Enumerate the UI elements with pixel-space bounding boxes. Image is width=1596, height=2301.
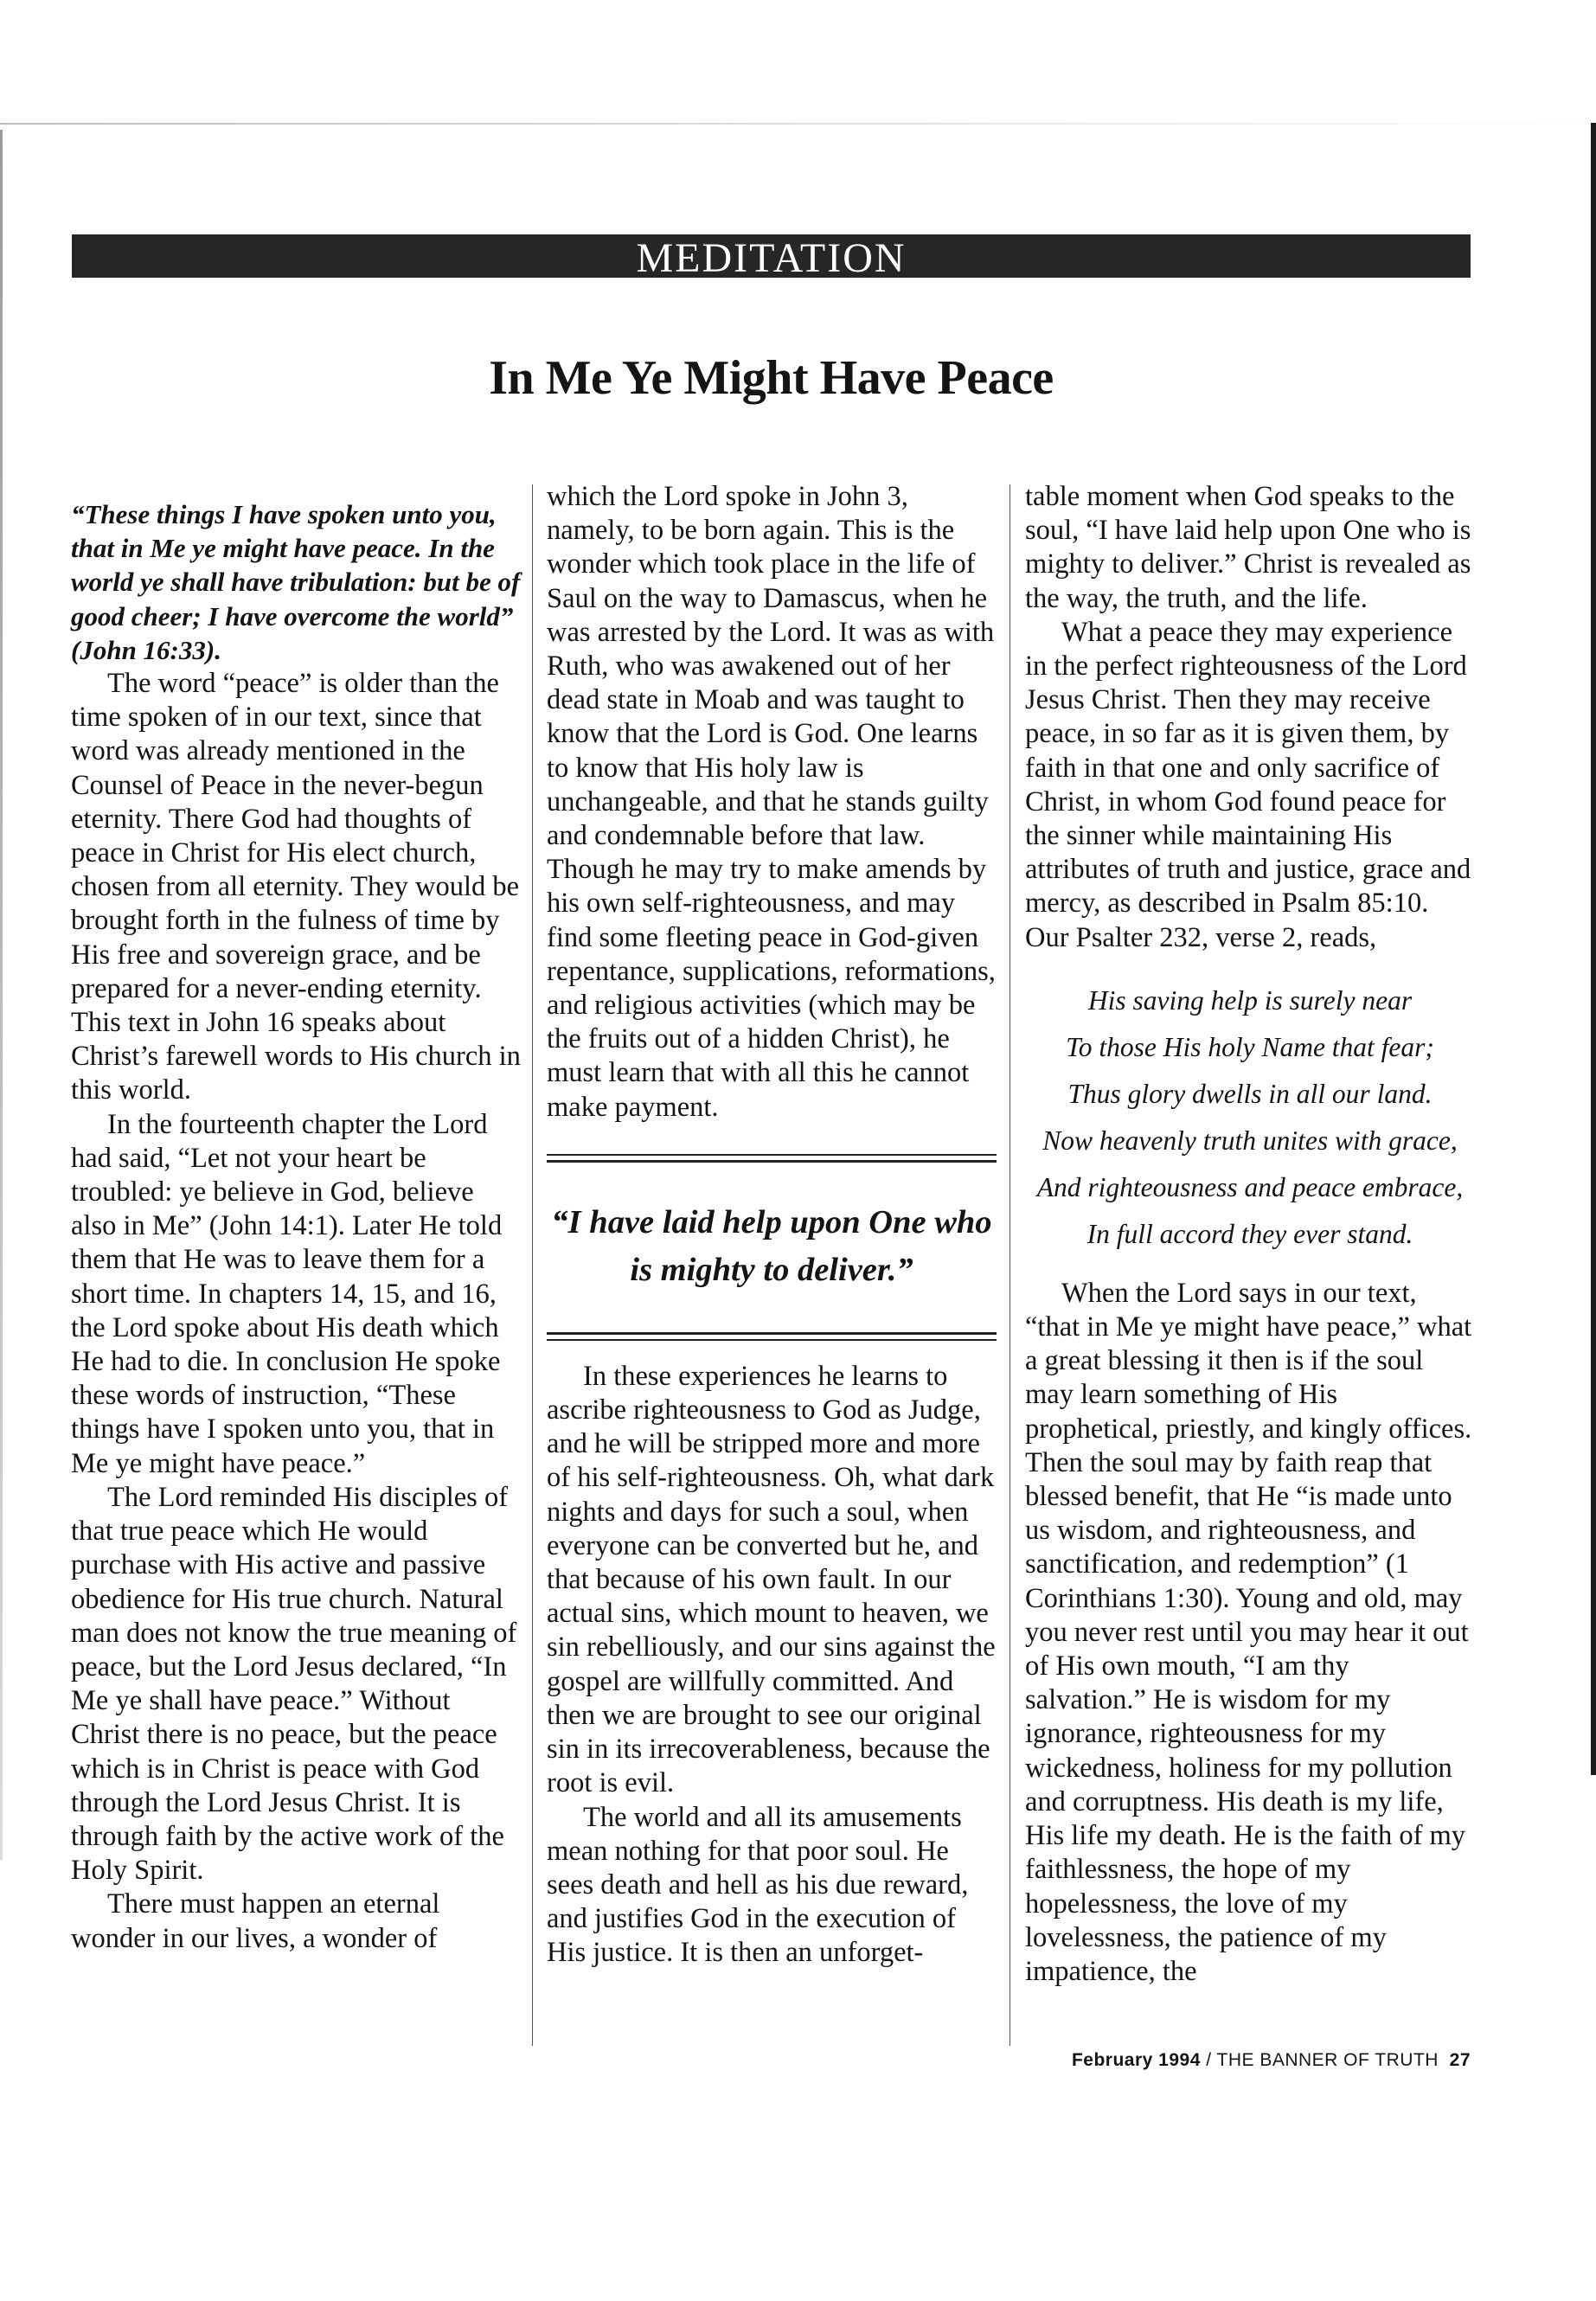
paragraph: table moment when God speaks to the soul, “I have laid help upon One who is mighty to deliver.” Christ is revealed as the way, the truth, and the life.	[1025, 481, 1471, 614]
paragraph: The word “peace” is older than the time spoken of in our text, since that word was already mentioned in the Counsel of Peace in the never-begun eternity. There God had thoughts of peace in Christ for His elect church, chosen from all eternity. They would be brought forth in the fulness of time by His free and sovereign grace, and be prepared for a never-ending eternity. This text in John 16 speaks about Christ’s farewell words to His church in this world.	[71, 668, 521, 1106]
publication-name: THE BANNER OF TRUTH	[1216, 2050, 1439, 2070]
column-3	[1025, 480, 1475, 1989]
column-divider	[532, 484, 533, 2046]
column-1	[71, 480, 521, 1956]
pull-quote: “I have laid help upon One who is mighty to deliver.”	[547, 1154, 997, 1341]
column-2	[547, 480, 997, 1971]
section-banner	[72, 234, 1471, 281]
verse-line: In full accord they ever stand.	[1086, 1218, 1413, 1249]
verse-line: His saving help is surely near	[1087, 984, 1413, 1016]
paragraph: which the Lord spoke in John 3, namely, to be born again. This is the wonder which took place in the life of Saul on the way to Damascus, when he was arrested by the Lord. It was as with Ruth, who was awakened out of her dead state in Moab and was taught to know that the Lord is God. One learns to know that His holy law is unchangeable, and that he stands guilty and condemnable before that law. Though he may try to make amends by his own self-righteousness, and may find some fleeting peace in God-given repentance, supplications, reformations, and religious activities (which may be the fruits out of a hidden Christ), he must learn that with all this he cannot make payment.	[547, 481, 996, 1123]
verse-line: Thus glory dwells in all our land.	[1067, 1078, 1433, 1109]
paragraph: What a peace they may experience in the perfect righteousness of the Lord Jesus Christ. Then they may receive peace, in so far as it is given them, by faith in that one and only sacrifice of Christ, in whom God found peace for the sinner while maintaining His attributes of truth and justice, grace and mercy, as described in Psalm 85:10. Our Psalter 232, verse 2, reads,	[1025, 616, 1471, 953]
page-footer	[0, 2050, 1471, 2071]
paragraph: There must happen an eternal wonder in our lives, a wonder of	[71, 1888, 440, 1954]
epigraph: “These things I have spoken unto you, that in Me ye might have peace. In the world ye shall have tribulation: but be of good cheer; I have overcome the world” (John 16:33).	[71, 499, 521, 665]
paragraph: When the Lord says in our text, “that in Me ye might have peace,” what a great blessing it then is if the soul may learn something of His prophetical, priestly, and kingly offices. Then the soul may by faith reap that blessed benefit, that He “is made unto us wisdom, and righteousness, and sanctification, and redemption” (1 Corinthians 1:30). Young and old, may you never rest until you may hear it out of His own mouth, “I am thy salvation.” He is wisdom for my ignorance, righteousness for my wickedness, holiness for my pollution and corruptness. His death is my life, His life my death. He is the faith of my faithlessness, the hope of my hopelessness, the love of my lovelessness, the patience of my impatience, the	[1025, 1277, 1472, 1987]
page-edge-right	[1591, 123, 1596, 1775]
paragraph: In these experiences he learns to ascribe righteousness to God as Judge, and he will be stripped more and more of his self-righteousness. Oh, what dark nights and days for such a soul, when everyone can be converted but he, and that because of his own fault. In our actual sins, which mount to heaven, we sin rebelliously, and our sins against the gospel are willfully committed. And then we are brought to see our original sin in its irrecoverableness, because the root is evil.	[547, 1360, 996, 1799]
paragraph: The Lord reminded His disciples of that true peace which He would purchase with His active and passive obedience for His true church. Natural man does not know the true meaning of peace, but the Lord Jesus declared, “In Me ye shall have peace.” Without Christ there is no peace, but the peace which is in Christ is peace with God through the Lord Jesus Christ. It is through faith by the active work of the Holy Spirit.	[71, 1481, 517, 1887]
psalter-verse	[1025, 977, 1475, 1258]
page-edge-top	[0, 123, 1596, 125]
issue-date: February 1994	[1071, 2050, 1201, 2070]
verse-line: To those His holy Name that fear;	[1066, 1031, 1434, 1062]
article-title: In Me Ye Might Have Peace	[489, 351, 1054, 405]
paragraph: In the fourteenth chapter the Lord had said, “Let not your heart be troubled: ye believe in God, believe also in Me” (John 14:1). Later He told them that He was to leave them for a short time. In chapters 14, 15, and 16, the Lord spoke about His death which He had to die. In conclusion He spoke these words of instruction, “These things have I spoken unto you, that in Me ye might have peace.”	[71, 1108, 503, 1479]
footer-separator: /	[1200, 2050, 1217, 2070]
page-number: 27	[1449, 2050, 1471, 2070]
verse-line: And righteousness and peace embrace,	[1036, 1171, 1464, 1202]
paragraph: The world and all its amusements mean nothing for that poor soul. He sees death and hell as his due reward, and justifies God in the execution of His justice. It is then an unforget-	[547, 1801, 969, 1969]
section-label: MEDITATION	[636, 235, 907, 281]
verse-line: Now heavenly truth unites with grace,	[1042, 1125, 1458, 1156]
